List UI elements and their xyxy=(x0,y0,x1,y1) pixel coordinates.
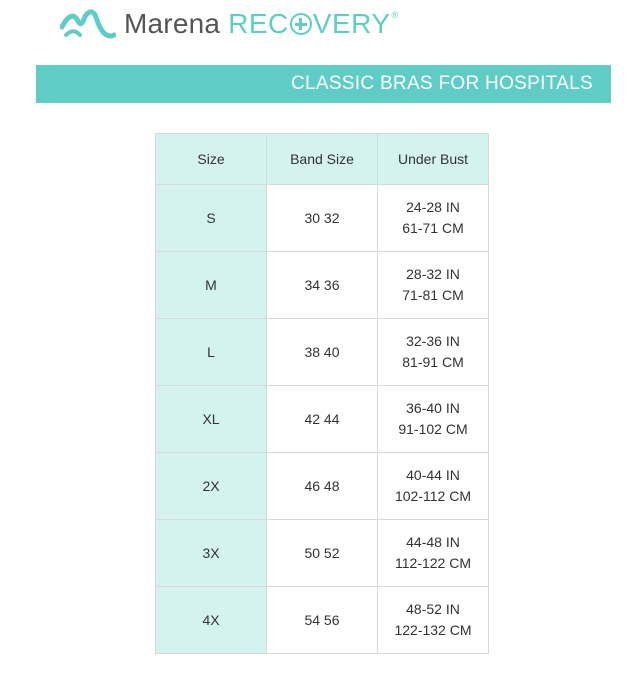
band-size-cell: 42 44 xyxy=(267,386,378,453)
brand-name: Marena xyxy=(124,8,221,39)
header-band-size: Band Size xyxy=(267,134,378,185)
under-bust-cm: 91-102 CM xyxy=(398,421,468,437)
header-under-bust: Under Bust xyxy=(378,134,489,185)
table-row xyxy=(156,520,489,587)
under-bust-cm: 112-122 CM xyxy=(394,555,471,571)
brand-logo xyxy=(60,6,399,42)
band-size-cell: 46 48 xyxy=(267,453,378,520)
band-size-cell: 50 52 xyxy=(267,520,378,587)
under-bust-inches: 36-40 IN xyxy=(406,400,460,416)
band-size-cell: 54 56 xyxy=(267,587,378,654)
under-bust-inches: 24-28 IN xyxy=(406,199,460,215)
under-bust-cm: 81-91 CM xyxy=(402,354,464,370)
table-body xyxy=(156,185,489,654)
under-bust-inches: 32-36 IN xyxy=(406,333,460,349)
size-cell: S xyxy=(156,185,267,252)
size-cell: M xyxy=(156,252,267,319)
header-size: Size xyxy=(156,134,267,185)
brand-recovery xyxy=(228,8,399,40)
under-bust-cell xyxy=(378,520,489,587)
table-row xyxy=(156,252,489,319)
under-bust-inches: 44-48 IN xyxy=(406,534,460,550)
under-bust-cm: 61-71 CM xyxy=(402,220,464,236)
table-row xyxy=(156,319,489,386)
size-cell: XL xyxy=(156,386,267,453)
table-row xyxy=(156,587,489,654)
under-bust-inches: 48-52 IN xyxy=(406,601,460,617)
band-size-cell: 38 40 xyxy=(267,319,378,386)
table-header-row xyxy=(156,134,489,185)
size-cell: 4X xyxy=(156,587,267,654)
title-banner xyxy=(36,65,611,103)
banner-title: CLASSIC BRAS FOR HOSPITALS xyxy=(290,73,593,94)
marena-wave-icon xyxy=(60,7,116,41)
plus-circle-icon xyxy=(290,13,312,35)
registered-mark: ® xyxy=(391,10,399,20)
under-bust-cell xyxy=(378,386,489,453)
size-cell: 3X xyxy=(156,520,267,587)
size-cell: L xyxy=(156,319,267,386)
table-row xyxy=(156,453,489,520)
size-chart-table xyxy=(155,133,489,654)
under-bust-cm: 122-132 CM xyxy=(394,622,472,638)
under-bust-cell xyxy=(378,453,489,520)
brand-recovery-suffix: VERY xyxy=(312,8,391,39)
under-bust-cell xyxy=(378,587,489,654)
under-bust-inches: 40-44 IN xyxy=(406,467,460,483)
brand-recovery-prefix: REC xyxy=(228,8,289,39)
under-bust-cell xyxy=(378,185,489,252)
under-bust-inches: 28-32 IN xyxy=(406,266,460,282)
band-size-cell: 30 32 xyxy=(267,185,378,252)
under-bust-cm: 102-112 CM xyxy=(394,488,471,504)
under-bust-cell xyxy=(378,319,489,386)
band-size-cell: 34 36 xyxy=(267,252,378,319)
table-row xyxy=(156,386,489,453)
size-cell: 2X xyxy=(156,453,267,520)
table-row xyxy=(156,185,489,252)
under-bust-cell xyxy=(378,252,489,319)
under-bust-cm: 71-81 CM xyxy=(402,287,464,303)
